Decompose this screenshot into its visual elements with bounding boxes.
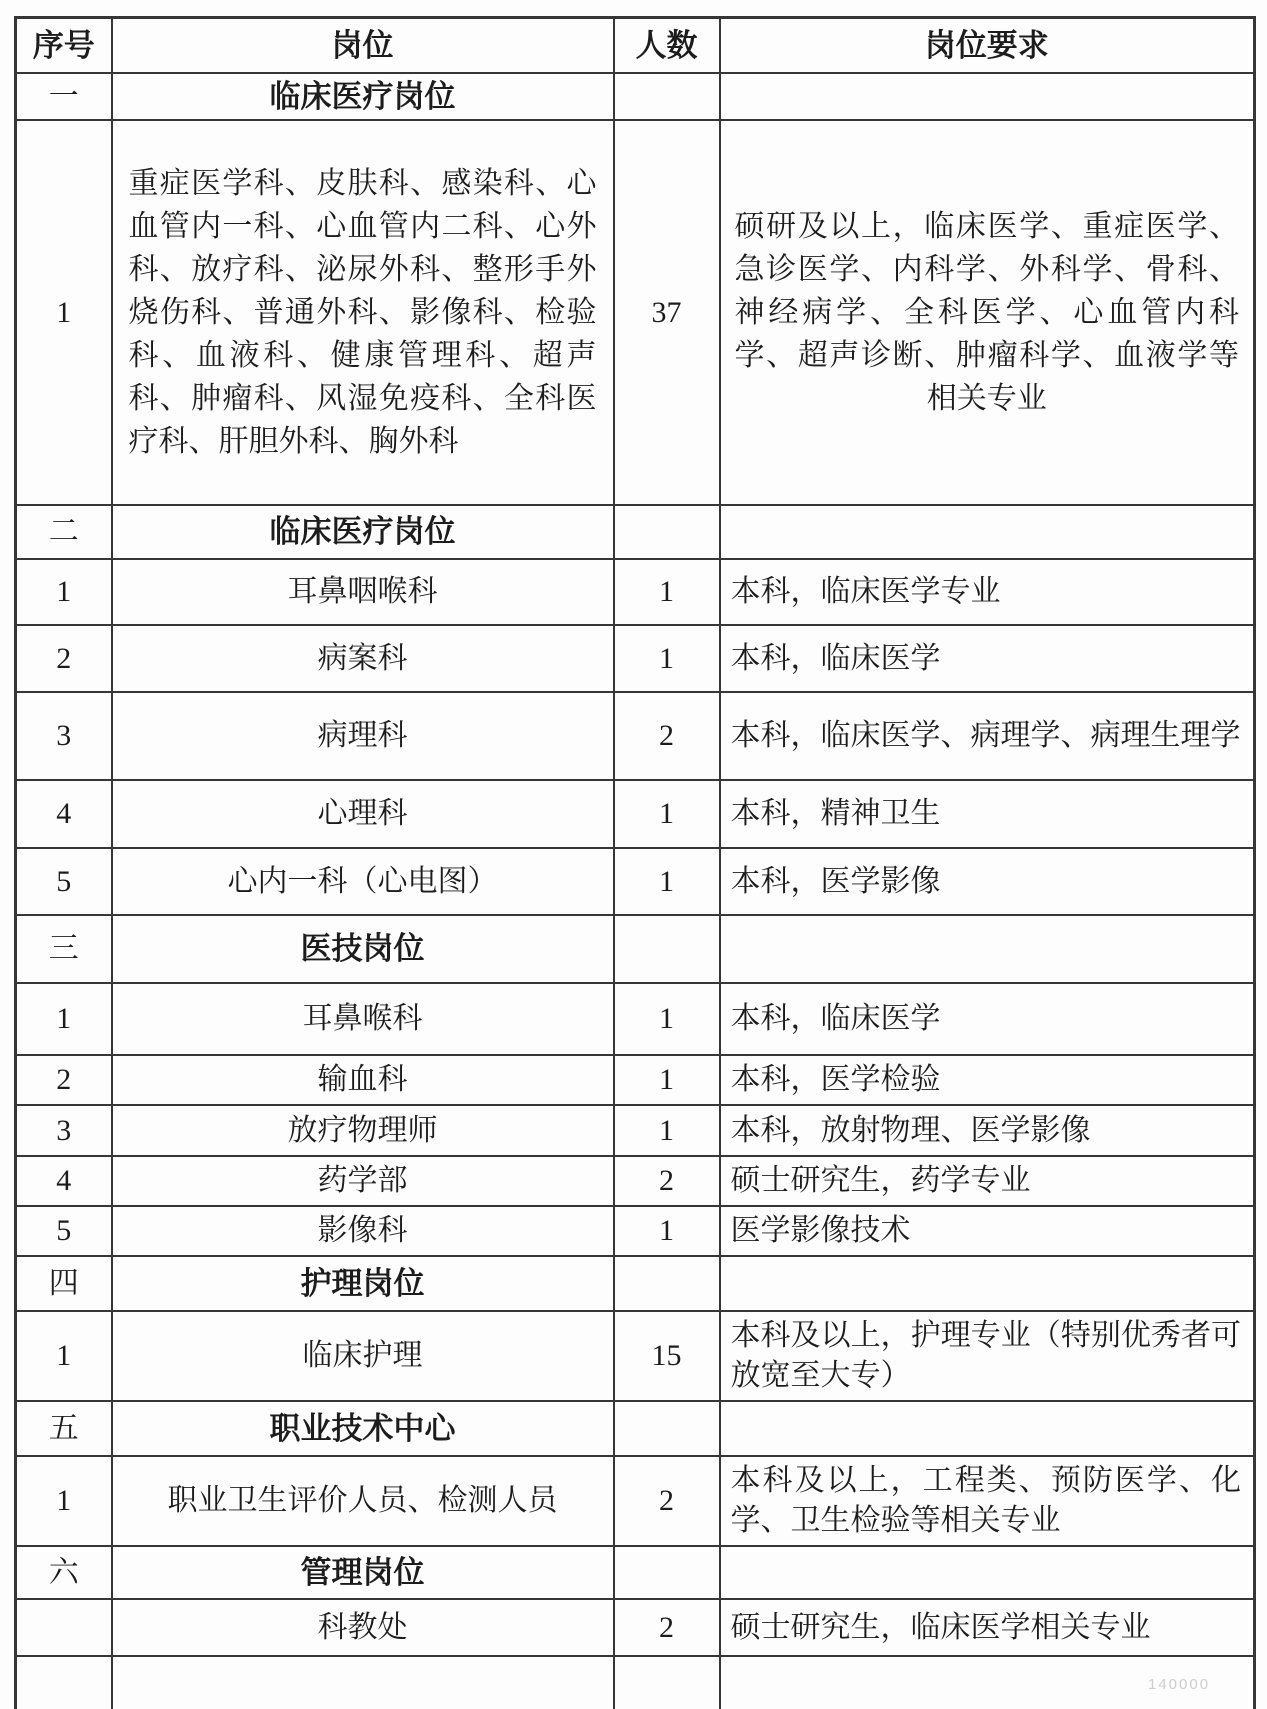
- requirement-cell: [720, 915, 1255, 983]
- requirement-cell: [720, 1401, 1255, 1456]
- serial-cell: 四: [16, 1256, 112, 1311]
- serial-cell: 3: [16, 692, 112, 780]
- serial-cell: 1: [16, 559, 112, 625]
- requirement-cell: 本科，医学影像: [720, 848, 1255, 915]
- position-cell: 临床医疗岗位: [112, 73, 614, 120]
- position-cell: 病案科: [112, 625, 614, 692]
- serial-cell: 1: [16, 1311, 112, 1401]
- table-row: [16, 1105, 1255, 1156]
- serial-cell: 五: [16, 1401, 112, 1456]
- headcount-cell: 2: [614, 692, 720, 780]
- table-row: [16, 848, 1255, 915]
- header-row: [16, 18, 1255, 74]
- table-row: [16, 1055, 1255, 1105]
- position-cell: 职业卫生评价人员、检测人员: [112, 1456, 614, 1546]
- position-cell: 重症医学科、皮肤科、感染科、心血管内一科、心血管内二科、心外科、放疗科、泌尿外科、整形手外烧伤科、普通外科、影像科、检验科、血液科、健康管理科、超声科、肿瘤科、风湿免疫科、全科医疗科、肝胆外科、胸外科: [112, 120, 614, 505]
- position-cell: 放疗物理师: [112, 1105, 614, 1156]
- requirement-cell: [720, 505, 1255, 559]
- requirement-cell: 本科，临床医学: [720, 983, 1255, 1055]
- headcount-cell: 2: [614, 1156, 720, 1206]
- requirement-cell: [720, 1546, 1255, 1599]
- position-cell: 心内一科（心电图）: [112, 848, 614, 915]
- table-body: [16, 73, 1255, 1709]
- requirement-cell: 本科，临床医学、病理学、病理生理学: [720, 692, 1255, 780]
- position-cell: 科教处: [112, 1599, 614, 1656]
- serial-cell: 二: [16, 505, 112, 559]
- position-cell: 护理岗位: [112, 1256, 614, 1311]
- headcount-cell: 1: [614, 559, 720, 625]
- headcount-cell: [614, 1256, 720, 1311]
- table-row: [16, 1456, 1255, 1546]
- headcount-cell: [614, 1401, 720, 1456]
- headcount-cell: 2: [614, 1599, 720, 1656]
- requirement-cell: 医学影像技术: [720, 1206, 1255, 1256]
- position-cell: 耳鼻咽喉科: [112, 559, 614, 625]
- serial-cell: [16, 1656, 112, 1709]
- requirement-cell: 本科及以上，护理专业（特别优秀者可放宽至大专）: [720, 1311, 1255, 1401]
- serial-cell: 六: [16, 1546, 112, 1599]
- section-row: [16, 915, 1255, 983]
- requirement-cell: 硕士研究生，药学专业: [720, 1156, 1255, 1206]
- headcount-cell: [614, 1546, 720, 1599]
- table-row: [16, 1311, 1255, 1401]
- headcount-cell: 15: [614, 1311, 720, 1401]
- requirement-cell: 本科，精神卫生: [720, 780, 1255, 848]
- position-cell: 管理岗位: [112, 1546, 614, 1599]
- watermark: 140000: [1148, 1676, 1211, 1693]
- headcount-cell: [614, 505, 720, 559]
- recruitment-table: [14, 16, 1256, 1709]
- position-cell: 心理科: [112, 780, 614, 848]
- table-row: [16, 559, 1255, 625]
- empty-row: [16, 1656, 1255, 1709]
- table-row: [16, 983, 1255, 1055]
- requirement-cell: 本科，放射物理、医学影像: [720, 1105, 1255, 1156]
- serial-cell: 1: [16, 120, 112, 505]
- headcount-cell: [614, 73, 720, 120]
- header-headcount: 人数: [614, 18, 720, 74]
- requirement-cell: 本科及以上，工程类、预防医学、化学、卫生检验等相关专业: [720, 1456, 1255, 1546]
- requirement-cell: 硕研及以上，临床医学、重症医学、急诊医学、内科学、外科学、骨科、神经病学、全科医学、心血管内科学、超声诊断、肿瘤科学、血液学等相关专业: [720, 120, 1255, 505]
- headcount-cell: 1: [614, 1206, 720, 1256]
- requirement-cell: 本科，临床医学: [720, 625, 1255, 692]
- table-row: [16, 1206, 1255, 1256]
- serial-cell: 2: [16, 1055, 112, 1105]
- requirement-cell: 本科，医学检验: [720, 1055, 1255, 1105]
- header-position: 岗位: [112, 18, 614, 74]
- position-cell: [112, 1656, 614, 1709]
- headcount-cell: 2: [614, 1456, 720, 1546]
- serial-cell: 1: [16, 983, 112, 1055]
- headcount-cell: 1: [614, 848, 720, 915]
- section-row: [16, 1401, 1255, 1456]
- header-requirements: 岗位要求: [720, 18, 1255, 74]
- table-row: [16, 1599, 1255, 1656]
- section-row: [16, 505, 1255, 559]
- serial-cell: 三: [16, 915, 112, 983]
- headcount-cell: 37: [614, 120, 720, 505]
- headcount-cell: 1: [614, 625, 720, 692]
- header-serial: 序号: [16, 18, 112, 74]
- headcount-cell: 1: [614, 1105, 720, 1156]
- headcount-cell: 1: [614, 1055, 720, 1105]
- table-row: [16, 780, 1255, 848]
- serial-cell: 3: [16, 1105, 112, 1156]
- serial-cell: 2: [16, 625, 112, 692]
- headcount-cell: [614, 1656, 720, 1709]
- table-row: [16, 692, 1255, 780]
- serial-cell: 一: [16, 73, 112, 120]
- position-cell: 输血科: [112, 1055, 614, 1105]
- serial-cell: [16, 1599, 112, 1656]
- headcount-cell: 1: [614, 780, 720, 848]
- headcount-cell: [614, 915, 720, 983]
- requirement-cell: [720, 1256, 1255, 1311]
- section-row: [16, 1256, 1255, 1311]
- serial-cell: 1: [16, 1456, 112, 1546]
- position-cell: 临床护理: [112, 1311, 614, 1401]
- position-cell: 临床医疗岗位: [112, 505, 614, 559]
- serial-cell: 5: [16, 848, 112, 915]
- position-cell: 影像科: [112, 1206, 614, 1256]
- serial-cell: 4: [16, 1156, 112, 1206]
- section-row: [16, 1546, 1255, 1599]
- position-cell: 医技岗位: [112, 915, 614, 983]
- requirement-cell: 本科，临床医学专业: [720, 559, 1255, 625]
- position-cell: 病理科: [112, 692, 614, 780]
- table-row: [16, 1156, 1255, 1206]
- position-cell: 耳鼻喉科: [112, 983, 614, 1055]
- position-cell: 药学部: [112, 1156, 614, 1206]
- section-row: [16, 73, 1255, 120]
- position-cell: 职业技术中心: [112, 1401, 614, 1456]
- requirement-cell: 硕士研究生，临床医学相关专业: [720, 1599, 1255, 1656]
- table-row: [16, 120, 1255, 505]
- serial-cell: 4: [16, 780, 112, 848]
- table-row: [16, 625, 1255, 692]
- headcount-cell: 1: [614, 983, 720, 1055]
- requirement-cell: [720, 73, 1255, 120]
- serial-cell: 5: [16, 1206, 112, 1256]
